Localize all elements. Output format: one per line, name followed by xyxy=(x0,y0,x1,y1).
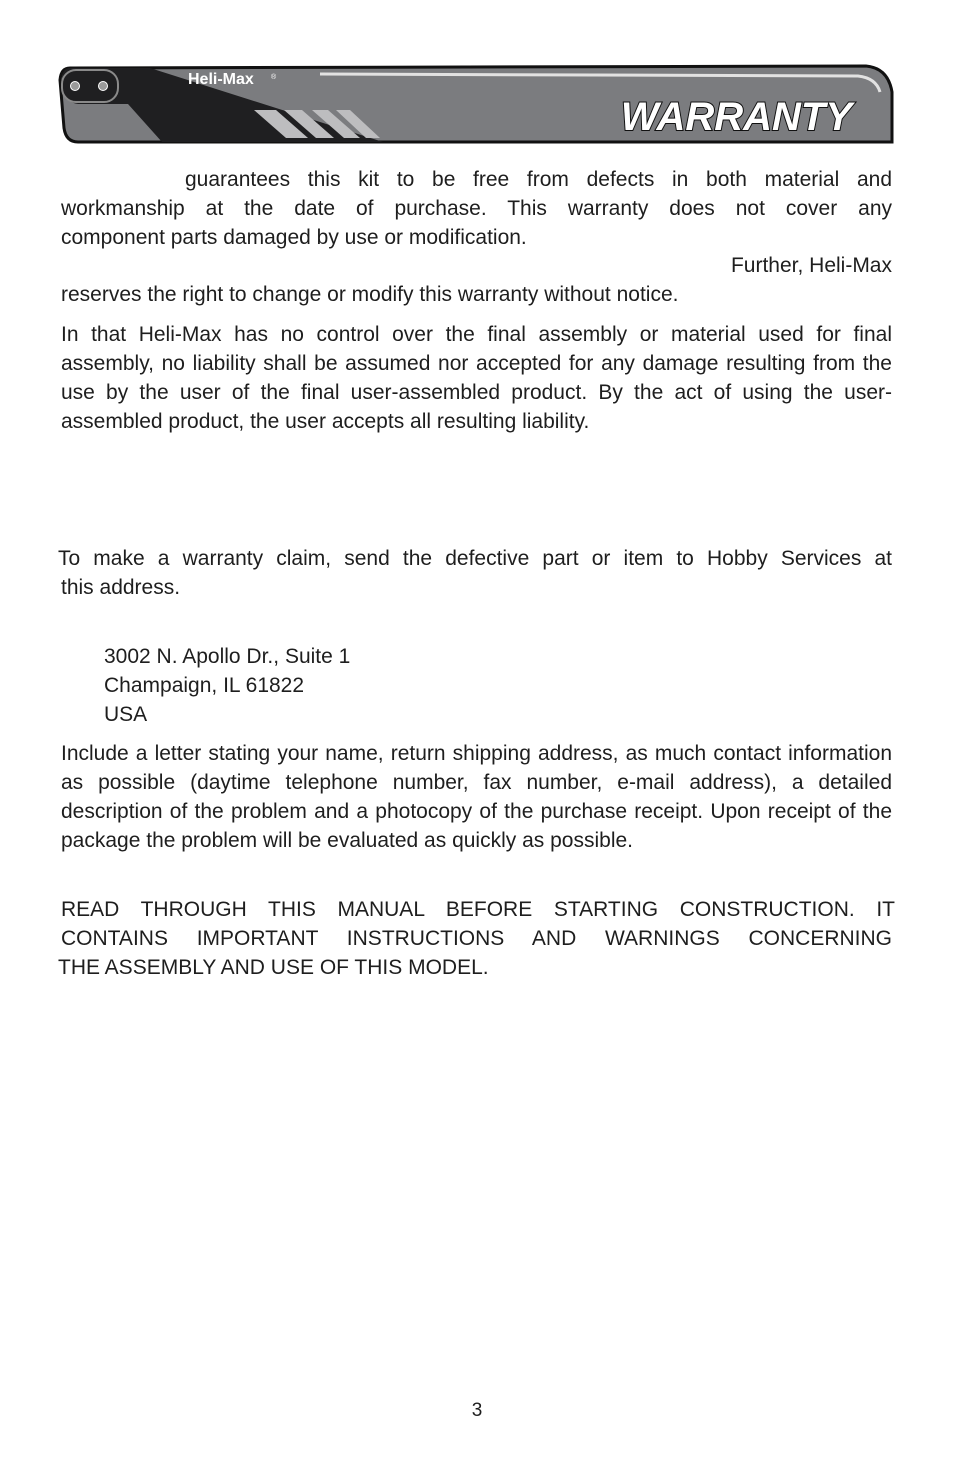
page-title: WARRANTY xyxy=(620,95,852,139)
warranty-text-line-1: guarantees this kit to be free from defects in both material and xyxy=(185,168,892,191)
warranty-text-line-5: reserves the right to change or modify this warranty without notice. xyxy=(61,283,679,306)
blade-bolt-hole-right xyxy=(99,82,108,91)
claim-text-line-1: To make a warranty claim, send the defective part or item to Hobby Services at xyxy=(58,547,892,570)
notice-line-2: CONTAINS IMPORTANT INSTRUCTIONS AND WARNINGS CONCERNING xyxy=(61,927,892,950)
page-number: 3 xyxy=(471,1400,483,1421)
hobby-services-address xyxy=(104,642,350,729)
brand-registered-mark: ® xyxy=(271,74,277,81)
warranty-text-line-2: workmanship at the date of purchase. This warranty does not cover any xyxy=(61,197,892,220)
warranty-text-line-3: component parts damaged by use or modification. xyxy=(61,226,527,249)
address-country: USA xyxy=(104,703,148,726)
warranty-header-banner xyxy=(58,62,894,146)
blade-bolt-hole-left xyxy=(71,82,80,91)
rotor-blade-graphic xyxy=(58,62,894,146)
claim-text-line-2: this address. xyxy=(61,576,181,599)
letter-instructions-paragraph: Include a letter stating your name, return shipping address, as much contact information as possible (daytime telephone number, fax number, e-mail address), a detailed description of the problem and a photocopy of the purchase receipt. Upon receipt of the package the problem will be evaluated as quickly as possible. xyxy=(61,742,892,852)
notice-line-1: READ THROUGH THIS MANUAL BEFORE STARTING CONSTRUCTION. IT xyxy=(61,898,895,921)
liability-paragraph: In that Heli-Max has no control over the final assembly or material used for final assembly, no liability shall be assumed nor accepted for any damage resulting from the use by the user of the final user-assembled product. By the act of using the user-assembled product, the user accepts all resulting liability. xyxy=(61,323,892,433)
brand-logo: Heli-Max xyxy=(188,71,254,88)
address-street: 3002 N. Apollo Dr., Suite 1 xyxy=(104,645,351,668)
warranty-text-line-4: Further, Heli-Max xyxy=(730,254,892,277)
notice-line-3: THE ASSEMBLY AND USE OF THIS MODEL. xyxy=(58,956,489,979)
address-city: Champaign, IL 61822 xyxy=(104,674,305,697)
